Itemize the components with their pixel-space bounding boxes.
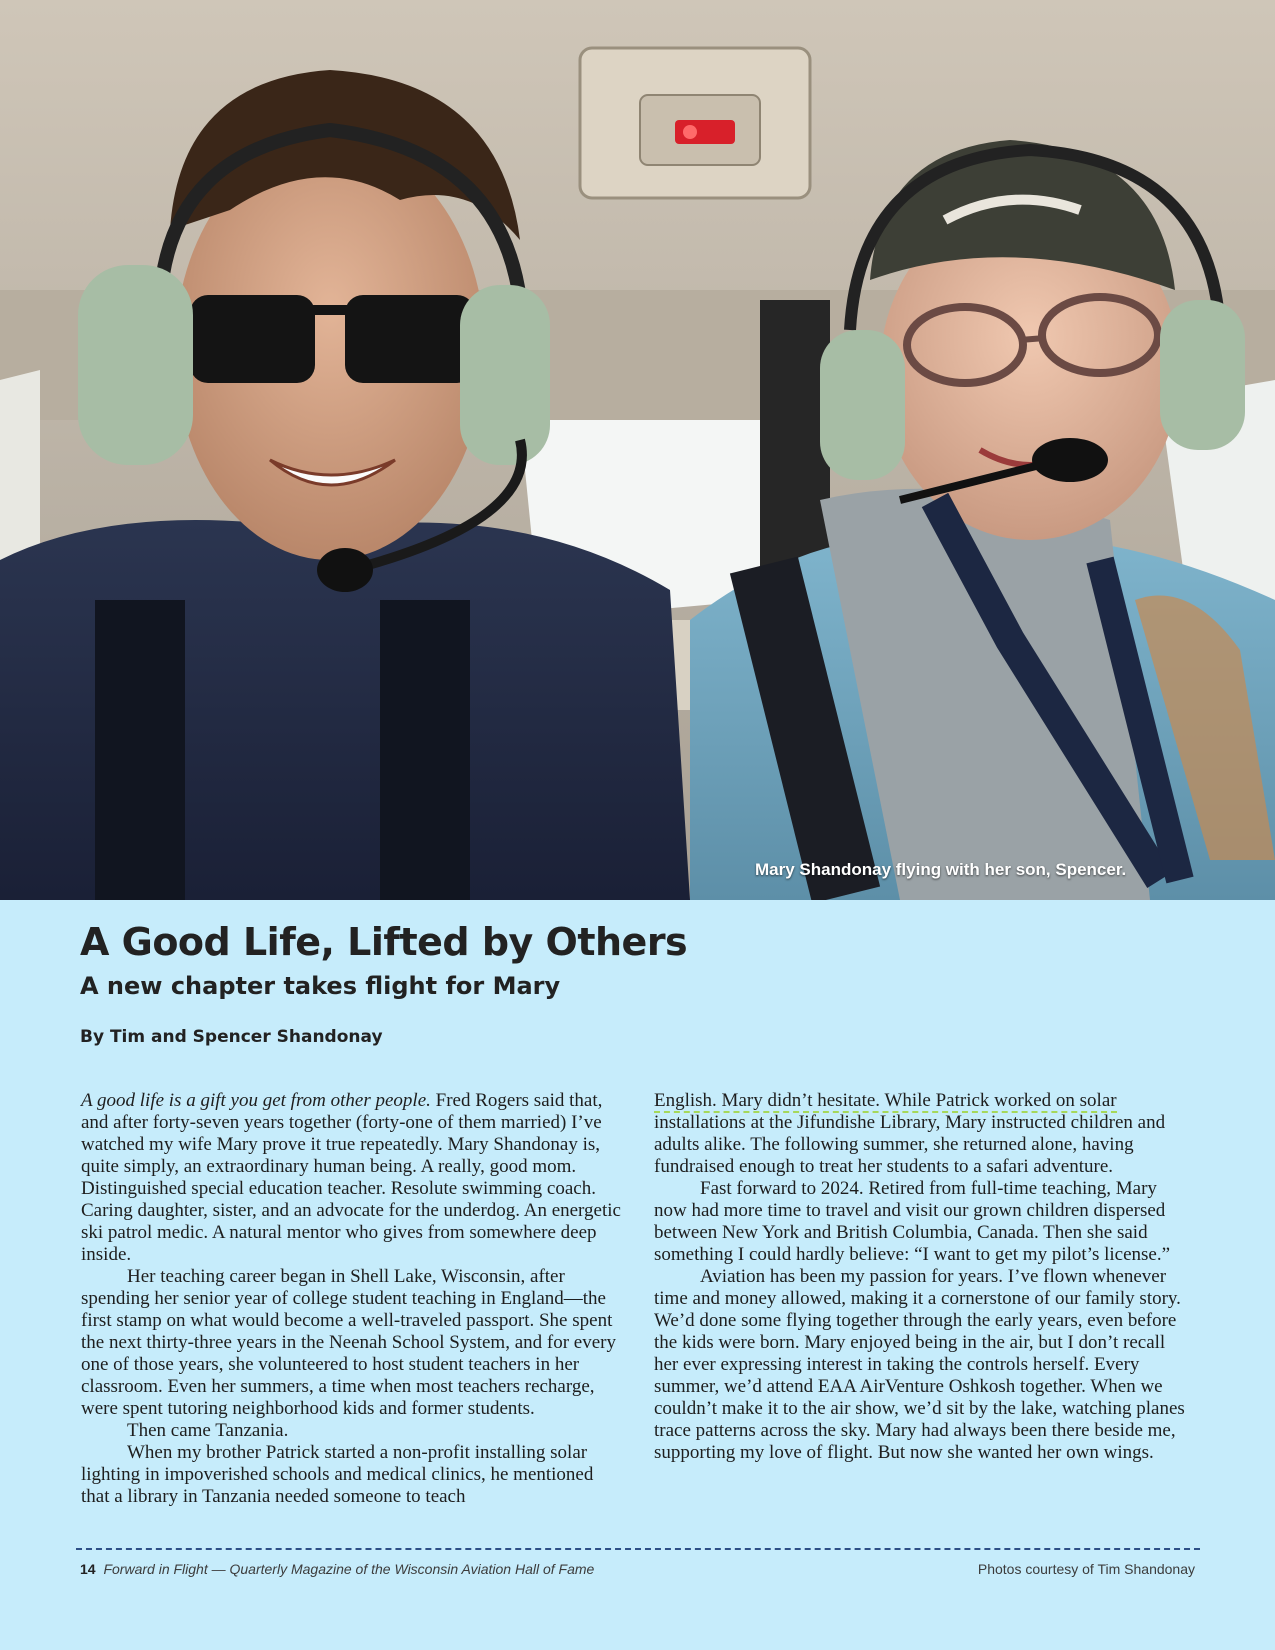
paragraph [654,1090,1194,1178]
photo-credit: Photos courtesy of Tim Shandonay [977,1561,1195,1577]
article-byline: By Tim and Spencer Shandonay [80,1027,383,1047]
footer-divider [76,1548,1200,1550]
paragraph-text: installations at the Jifundishe Library, Mary instructed children and adults alike. The following summer, she returned alone, having fundraised enough to treat her students to a safari adventure. [654,1112,1166,1177]
right-column [654,1090,1194,1464]
article-title: A Good Life, Lifted by Others [80,920,688,964]
page-number: 14 [80,1561,96,1577]
paragraph: Aviation has been my passion for years. I’ve flown whenever time and money allowed, making it a cornerstone of our family story. We’d done some flying together through the early years, even before the kids were born. Mary enjoyed being in the air, but I don’t recall her ever expressing interest in taking the controls herself. Every summer, we’d attend EAA AirVenture Oshkosh together. When we couldn’t make it to the air show, we’d sit by the lake, watching planes trace patterns across the sky. Mary had always been there beside me, supporting my love of flight. But now she wanted her own wings. [654,1266,1185,1463]
quote-italic: A good life is a gift you get from other people. [81,1090,431,1111]
footer-left [80,1561,594,1577]
paragraph: Fast forward to 2024. Retired from full-time teaching, Mary now had more time to travel and visit our grown children dispersed between New York and British Columbia, Canada. Then she said something I could hardly believe: “I want to get my pilot’s license.” [654,1178,1171,1265]
left-column [81,1090,621,1508]
paragraph: When my brother Patrick started a non-profit installing solar lighting in impoverished schools and medical clinics, he mentioned that a library in Tanzania needed someone to teach [81,1442,594,1507]
photo-caption: Mary Shandonay flying with her son, Spencer. [755,860,1127,879]
paragraph: Her teaching career began in Shell Lake, Wisconsin, after spending her senior year of college student teaching in England—the first stamp on what would become a well-traveled passport. She spent the next thirty-three years in the Neenah School System, and for every one of those years, she volunteered to host student teachers in her classroom. Even her summers, a time when most teachers recharge, were spent tutoring neighborhood kids and former students. [81,1266,616,1419]
paragraph: Then came Tanzania. [127,1420,289,1441]
magazine-name: Forward in Flight — Quarterly Magazine of the Wisconsin Aviation Hall of Fame [103,1561,595,1577]
article-subtitle: A new chapter takes flight for Mary [80,972,561,1000]
highlighted-text: English. Mary didn’t hesitate. While Patrick worked on solar [654,1090,1117,1111]
paragraph-text: Fred Rogers said that, and after forty-seven years together (forty-one of them married) I’ve watched my wife Mary prove it true repeatedly. Mary Shandonay is, quite simply, an extraordinary human being. A really, good mom. Distinguished special education teacher. Resolute swimming coach. Caring daughter, sister, and an advocate for the underdog. An energetic ski patrol medic. A natural mentor who gives from somewhere deep inside. [81,1090,621,1265]
paragraph [81,1090,621,1266]
